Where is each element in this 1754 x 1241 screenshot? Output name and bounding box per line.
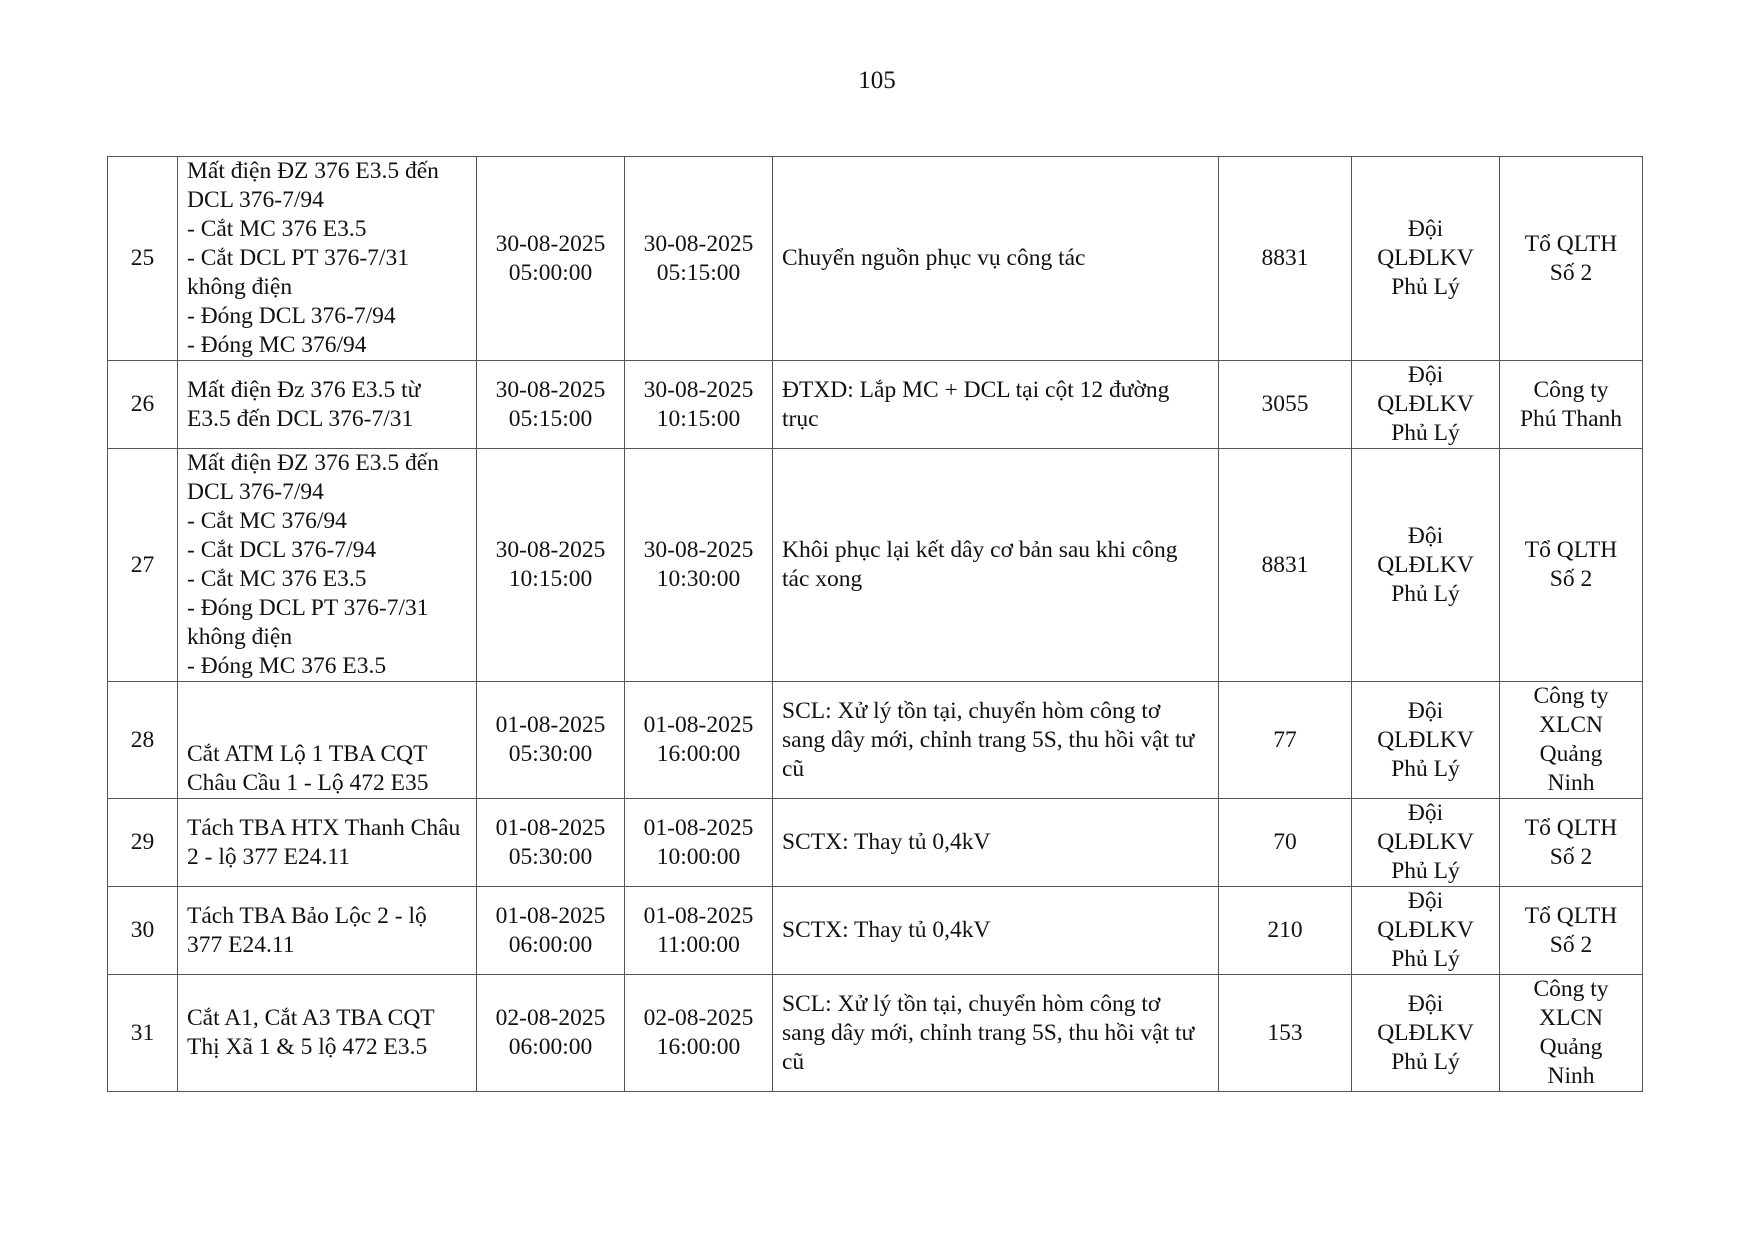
customer-count-cell: 210 xyxy=(1219,887,1352,975)
table-row xyxy=(108,682,1643,799)
work-description-cell: SCL: Xử lý tồn tại, chuyển hòm công tơ sang dây mới, chỉnh trang 5S, thu hồi vật tư cũ xyxy=(773,975,1219,1092)
start-time-cell: 30-08-2025 05:00:00 xyxy=(477,157,625,361)
managing-unit-cell: Đội QLĐLKV Phủ Lý xyxy=(1352,887,1500,975)
row-number-cell: 26 xyxy=(108,361,178,449)
row-number-cell: 31 xyxy=(108,975,178,1092)
end-time-cell: 30-08-2025 10:30:00 xyxy=(625,449,773,682)
start-time-cell: 01-08-2025 06:00:00 xyxy=(477,887,625,975)
managing-unit-cell: Đội QLĐLKV Phủ Lý xyxy=(1352,975,1500,1092)
outage-location-cell: Mất điện ĐZ 376 E3.5 đến DCL 376-7/94 - Cắt MC 376 E3.5 - Cắt DCL PT 376-7/31 không điện - Đóng DCL 376-7/94 - Đóng MC 376/94 xyxy=(178,157,477,361)
row-number-cell: 30 xyxy=(108,887,178,975)
end-time-cell: 01-08-2025 16:00:00 xyxy=(625,682,773,799)
row-number-cell: 27 xyxy=(108,449,178,682)
managing-unit-cell: Đội QLĐLKV Phủ Lý xyxy=(1352,361,1500,449)
customer-count-cell: 3055 xyxy=(1219,361,1352,449)
outage-schedule-table xyxy=(107,156,1643,1092)
outage-location-cell: Tách TBA HTX Thanh Châu 2 - lộ 377 E24.11 xyxy=(178,799,477,887)
executing-unit-cell: Tổ QLTH Số 2 xyxy=(1500,799,1643,887)
work-description-cell: SCL: Xử lý tồn tại, chuyển hòm công tơ sang dây mới, chỉnh trang 5S, thu hồi vật tư cũ xyxy=(773,682,1219,799)
table-row xyxy=(108,157,1643,361)
row-number-cell: 25 xyxy=(108,157,178,361)
work-description-cell: Khôi phục lại kết dây cơ bản sau khi công tác xong xyxy=(773,449,1219,682)
managing-unit-cell: Đội QLĐLKV Phủ Lý xyxy=(1352,799,1500,887)
executing-unit-cell: Công ty XLCN Quảng Ninh xyxy=(1500,682,1643,799)
row-number-cell: 28 xyxy=(108,682,178,799)
end-time-cell: 01-08-2025 11:00:00 xyxy=(625,887,773,975)
executing-unit-cell: Công ty Phú Thanh xyxy=(1500,361,1643,449)
start-time-cell: 01-08-2025 05:30:00 xyxy=(477,682,625,799)
customer-count-cell: 70 xyxy=(1219,799,1352,887)
outage-location-cell: Mất điện Đz 376 E3.5 từ E3.5 đến DCL 376-7/31 xyxy=(178,361,477,449)
end-time-cell: 30-08-2025 05:15:00 xyxy=(625,157,773,361)
outage-location-cell: Mất điện ĐZ 376 E3.5 đến DCL 376-7/94 - Cắt MC 376/94 - Cắt DCL 376-7/94 - Cắt MC 376 E3.5 - Đóng DCL PT 376-7/31 không điện - Đóng MC 376 E3.5 xyxy=(178,449,477,682)
executing-unit-cell: Tổ QLTH Số 2 xyxy=(1500,887,1643,975)
executing-unit-cell: Tổ QLTH Số 2 xyxy=(1500,157,1643,361)
start-time-cell: 02-08-2025 06:00:00 xyxy=(477,975,625,1092)
page-number: 105 xyxy=(858,67,896,94)
row-number-cell: 29 xyxy=(108,799,178,887)
end-time-cell: 30-08-2025 10:15:00 xyxy=(625,361,773,449)
executing-unit-cell: Công ty XLCN Quảng Ninh xyxy=(1500,975,1643,1092)
customer-count-cell: 77 xyxy=(1219,682,1352,799)
table-row xyxy=(108,361,1643,449)
start-time-cell: 30-08-2025 05:15:00 xyxy=(477,361,625,449)
executing-unit-cell: Tổ QLTH Số 2 xyxy=(1500,449,1643,682)
managing-unit-cell: Đội QLĐLKV Phủ Lý xyxy=(1352,157,1500,361)
start-time-cell: 30-08-2025 10:15:00 xyxy=(477,449,625,682)
managing-unit-cell: Đội QLĐLKV Phủ Lý xyxy=(1352,682,1500,799)
work-description-cell: ĐTXD: Lắp MC + DCL tại cột 12 đường trục xyxy=(773,361,1219,449)
work-description-cell: Chuyển nguồn phục vụ công tác xyxy=(773,157,1219,361)
end-time-cell: 01-08-2025 10:00:00 xyxy=(625,799,773,887)
table-row xyxy=(108,449,1643,682)
customer-count-cell: 8831 xyxy=(1219,157,1352,361)
outage-location-cell: Tách TBA Bảo Lộc 2 - lộ 377 E24.11 xyxy=(178,887,477,975)
start-time-cell: 01-08-2025 05:30:00 xyxy=(477,799,625,887)
outage-location-cell: Cắt ATM Lộ 1 TBA CQT Châu Cầu 1 - Lộ 472 E35 xyxy=(178,682,477,799)
outage-location-cell: Cắt A1, Cắt A3 TBA CQT Thị Xã 1 & 5 lộ 472 E3.5 xyxy=(178,975,477,1092)
customer-count-cell: 153 xyxy=(1219,975,1352,1092)
end-time-cell: 02-08-2025 16:00:00 xyxy=(625,975,773,1092)
work-description-cell: SCTX: Thay tủ 0,4kV xyxy=(773,887,1219,975)
table-row xyxy=(108,799,1643,887)
work-description-cell: SCTX: Thay tủ 0,4kV xyxy=(773,799,1219,887)
managing-unit-cell: Đội QLĐLKV Phủ Lý xyxy=(1352,449,1500,682)
table-row xyxy=(108,975,1643,1092)
customer-count-cell: 8831 xyxy=(1219,449,1352,682)
table-row xyxy=(108,887,1643,975)
